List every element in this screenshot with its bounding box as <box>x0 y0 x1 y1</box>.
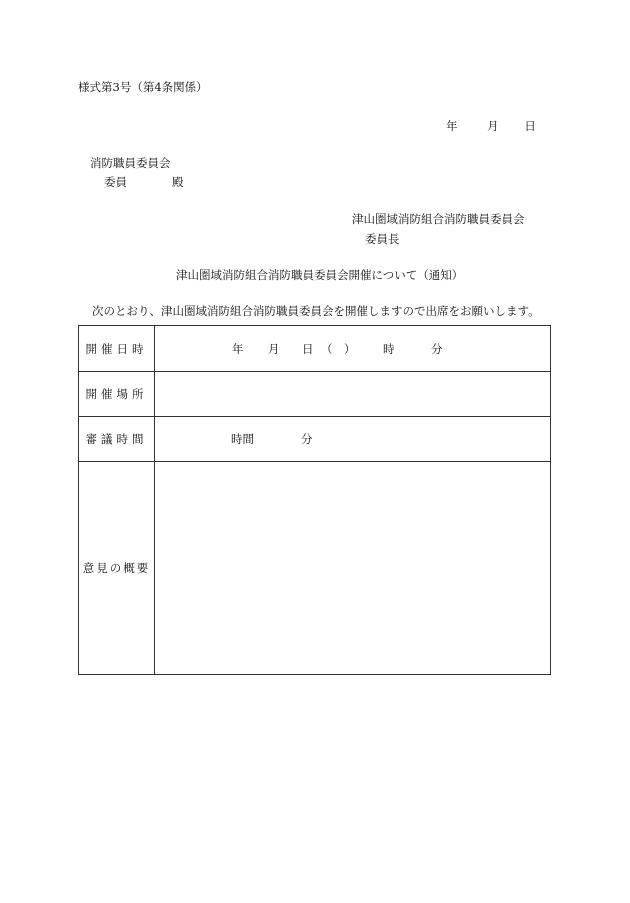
value-opinion-summary[interactable] <box>155 462 551 675</box>
datetime-month: 月 <box>268 341 280 356</box>
datetime-minute: 分 <box>431 341 443 356</box>
addressee-honorific: 殿 <box>172 175 184 189</box>
table-row-location <box>79 372 551 417</box>
date-month: 月 <box>487 119 499 133</box>
date-day: 日 <box>524 119 536 133</box>
body-text: 次のとおり、津山圏域消防組合消防職員委員会を開催しますので出席をお願いします。 <box>92 304 540 318</box>
date-line <box>446 119 536 133</box>
label-duration: 審議時間 <box>79 417 155 462</box>
addressee-title: 委員 <box>104 175 127 189</box>
document-title: 津山圏域消防組合消防職員委員会開催について（通知） <box>176 268 464 282</box>
table-row-duration <box>79 417 551 462</box>
value-location[interactable] <box>155 372 551 417</box>
sender-organization: 津山圏域消防組合消防職員委員会 <box>352 212 525 226</box>
datetime-year: 年 <box>232 341 244 356</box>
label-opinion-summary: 意見の概要 <box>79 462 155 675</box>
datetime-day: 日 <box>302 341 314 356</box>
label-datetime: 開催日時 <box>79 326 155 372</box>
duration-hours: 時間 <box>231 432 254 446</box>
value-datetime[interactable] <box>155 326 551 372</box>
table-row-opinion <box>79 462 551 675</box>
table-row-datetime <box>79 326 551 372</box>
datetime-hour: 時 <box>383 341 395 356</box>
duration-minutes: 分 <box>301 432 313 446</box>
meeting-form-table <box>78 325 551 675</box>
date-year: 年 <box>446 119 458 133</box>
addressee-organization: 消防職員委員会 <box>90 156 171 170</box>
label-location: 開催場所 <box>79 372 155 417</box>
value-duration[interactable] <box>155 417 551 462</box>
datetime-weekday: （ ） <box>321 341 356 356</box>
sender-title: 委員長 <box>365 232 400 246</box>
form-number: 様式第3号（第4条関係） <box>78 80 208 94</box>
